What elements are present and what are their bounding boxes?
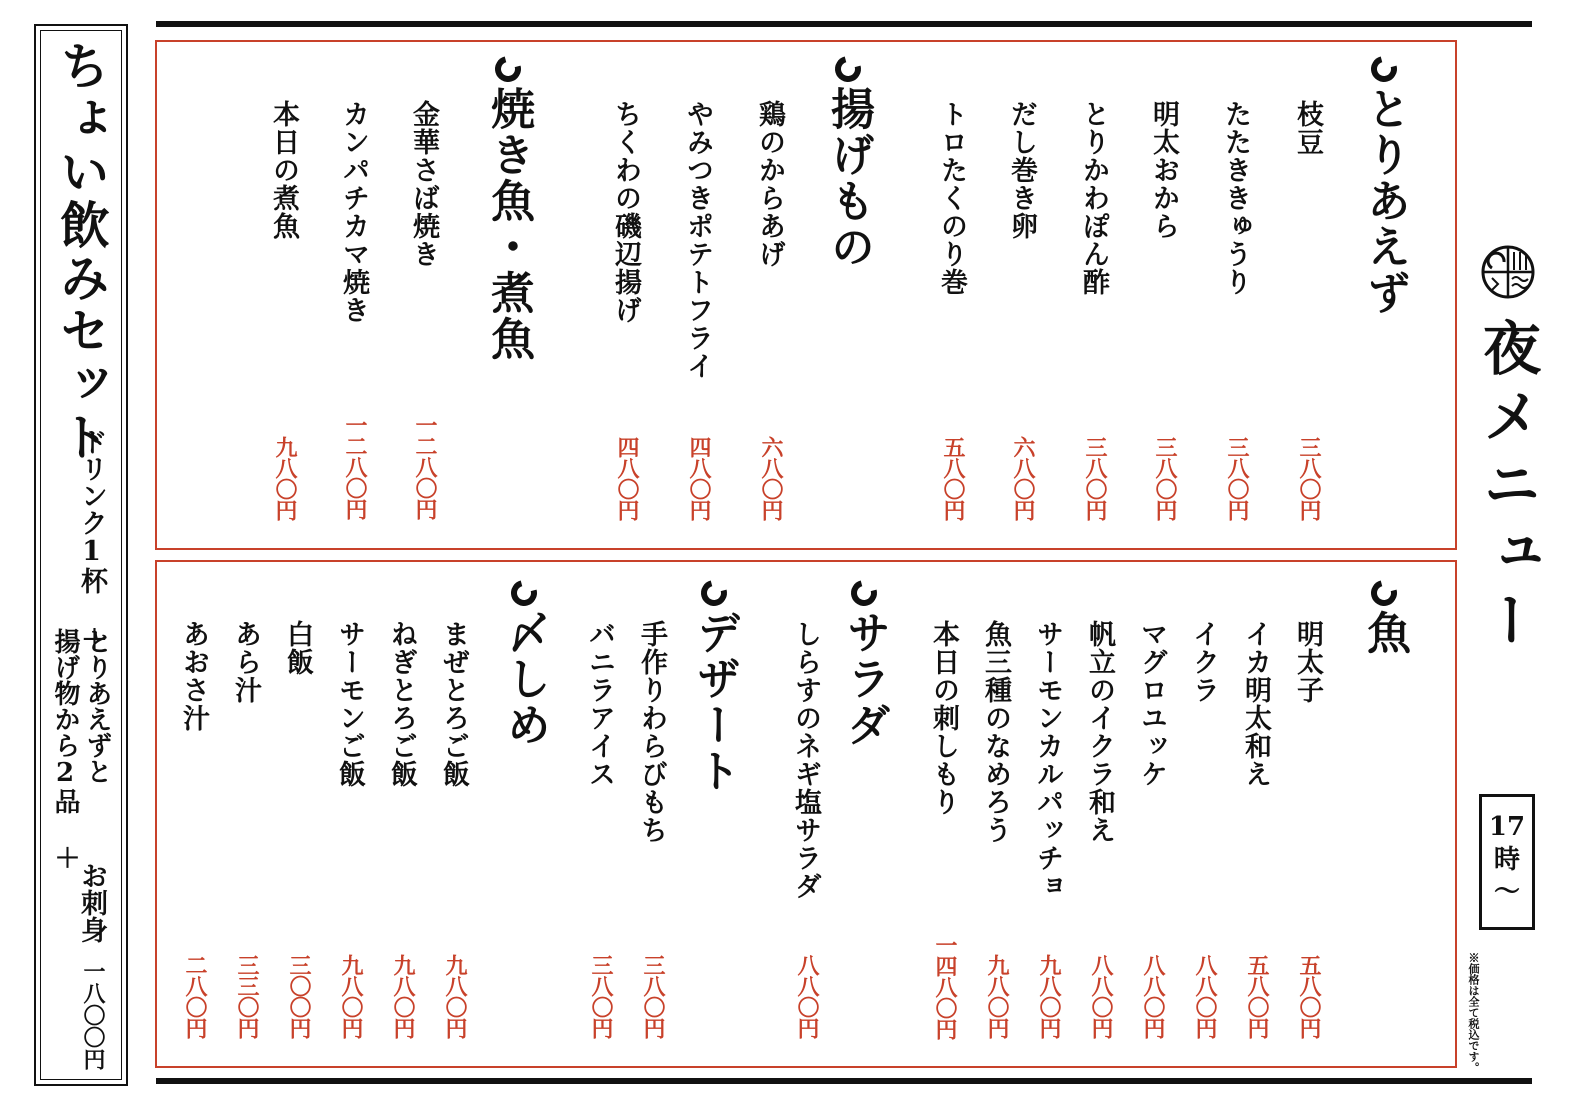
menu-item-name: ねぎとろご飯 (386, 620, 417, 788)
section-heading-salad: サラダ (842, 580, 886, 748)
menu-item-name: やみつきポテトフライ (682, 100, 713, 380)
menu-item-name: とりかわぽん酢 (1078, 100, 1109, 296)
heading-mark-icon (506, 575, 542, 611)
set-desc-line1: ドリンク1杯 ＋ (76, 428, 107, 652)
menu-item-name: しらすのネギ塩サラダ (790, 620, 821, 900)
set-title: ちょい飲みセット (52, 40, 111, 464)
menu-item-price: 二八〇円 (182, 954, 208, 1038)
menu-item-name: カンパチカマ焼き (338, 100, 369, 324)
menu-item-name: だし巻き卵 (1006, 100, 1037, 240)
menu-item-name: 本日の刺しもり (928, 620, 959, 816)
set-desc-line2b: 揚げ物から2品 ＋ (50, 628, 80, 870)
menu-item-name: サーモンご飯 (334, 620, 365, 788)
set-desc-line3: お刺身 (76, 862, 107, 943)
heading-mark-icon (846, 575, 882, 611)
bottom-rule (156, 1078, 1532, 1084)
menu-item-name: 鶏のからあげ (754, 100, 785, 268)
menu-item-price: 四八〇円 (686, 436, 712, 520)
menu-item-price: 三八〇円 (1082, 436, 1108, 520)
heading-mark-icon (490, 51, 526, 87)
logo-icon (1480, 244, 1536, 300)
menu-item-price: 九八〇円 (442, 954, 468, 1038)
menu-item-price: 一二八〇円 (412, 414, 438, 519)
menu-item-price: 六八〇円 (758, 436, 784, 520)
menu-item-price: 九八〇円 (272, 436, 298, 520)
set-desc-line2a: とりあえずと (82, 628, 112, 784)
menu-item-name: マグロユッケ (1136, 620, 1167, 788)
menu-item-price: 九八〇円 (1036, 954, 1062, 1038)
menu-item-price: 三三〇円 (234, 954, 260, 1038)
menu-item-name: バニラアイス (584, 620, 615, 788)
time-hour: 17 (1488, 812, 1526, 842)
menu-item-name: あら汁 (230, 620, 261, 704)
set-price: 一八〇〇円 (80, 960, 106, 1070)
heading-mark-icon (1366, 51, 1402, 87)
menu-item-price: 五八〇円 (940, 436, 966, 520)
menu-item-price: 三八〇円 (588, 954, 614, 1038)
menu-item-price: 三八〇円 (1224, 436, 1250, 520)
section-heading-toriaezu: とりあえず (1362, 56, 1406, 316)
menu-item-name: トロたくのり巻 (936, 100, 967, 296)
tax-note: ※価格は全て税込です。 (1467, 952, 1480, 1073)
menu-item-name: イカ明太和え (1240, 620, 1271, 788)
section-heading-sakana: 魚 (1362, 580, 1406, 656)
menu-item-name: 白飯 (282, 620, 313, 676)
menu-item-price: 八八〇円 (1088, 954, 1114, 1038)
menu-item-price: 六八〇円 (1010, 436, 1036, 520)
menu-title: 夜メニュー (1473, 318, 1541, 658)
menu-item-name: まぜとろご飯 (438, 620, 469, 788)
menu-item-name: サーモンカルパッチョ (1032, 620, 1063, 900)
time-tilde: 〜 (1493, 877, 1520, 907)
section-heading-shime: 〆しめ (502, 580, 546, 748)
menu-item-price: 三八〇円 (1152, 436, 1178, 520)
menu-item-name: 本日の煮魚 (268, 100, 299, 240)
menu-item-price: 五八〇円 (1296, 954, 1322, 1038)
menu-item-name: 明太子 (1292, 620, 1323, 704)
menu-item-name: 明太おから (1148, 100, 1179, 240)
menu-item-price: 一四八〇円 (932, 934, 958, 1039)
menu-item-price: 九八〇円 (984, 954, 1010, 1038)
menu-item-name: たたききゅうり (1220, 100, 1251, 296)
menu-item-price: 一二八〇円 (342, 414, 368, 519)
menu-item-price: 八八〇円 (794, 954, 820, 1038)
menu-item-name: 魚三種のなめろう (980, 620, 1011, 844)
menu-item-price: 八八〇円 (1192, 954, 1218, 1038)
menu-item-price: 三〇〇円 (286, 954, 312, 1038)
menu-item-name: 帆立のイクラ和え (1084, 620, 1115, 844)
menu-item-price: 三八〇円 (1296, 436, 1322, 520)
menu-item-price: 九八〇円 (338, 954, 364, 1038)
section-heading-dessert: デザート (692, 580, 736, 794)
section-heading-agemono: 揚げもの (826, 56, 870, 270)
menu-item-name: 枝豆 (1292, 100, 1323, 156)
menu-item-name: 手作りわらびもち (636, 620, 667, 844)
menu-item-name: 金華さば焼き (408, 100, 439, 268)
menu-item-name: ちくわの磯辺揚げ (610, 100, 641, 324)
time-badge (1479, 794, 1535, 930)
heading-mark-icon (1366, 575, 1402, 611)
time-unit: 時 (1493, 844, 1520, 875)
menu-item-price: 八八〇円 (1140, 954, 1166, 1038)
menu-item-price: 四八〇円 (614, 436, 640, 520)
heading-mark-icon (696, 575, 732, 611)
menu-item-name: あおさ汁 (178, 620, 209, 732)
menu-item-price: 九八〇円 (390, 954, 416, 1038)
section-heading-yakizakana: 焼き魚・煮魚 (486, 56, 530, 362)
top-rule (156, 21, 1532, 27)
heading-mark-icon (830, 51, 866, 87)
menu-item-price: 五八〇円 (1244, 954, 1270, 1038)
menu-item-price: 三八〇円 (640, 954, 666, 1038)
menu-item-name: イクラ (1188, 620, 1219, 704)
